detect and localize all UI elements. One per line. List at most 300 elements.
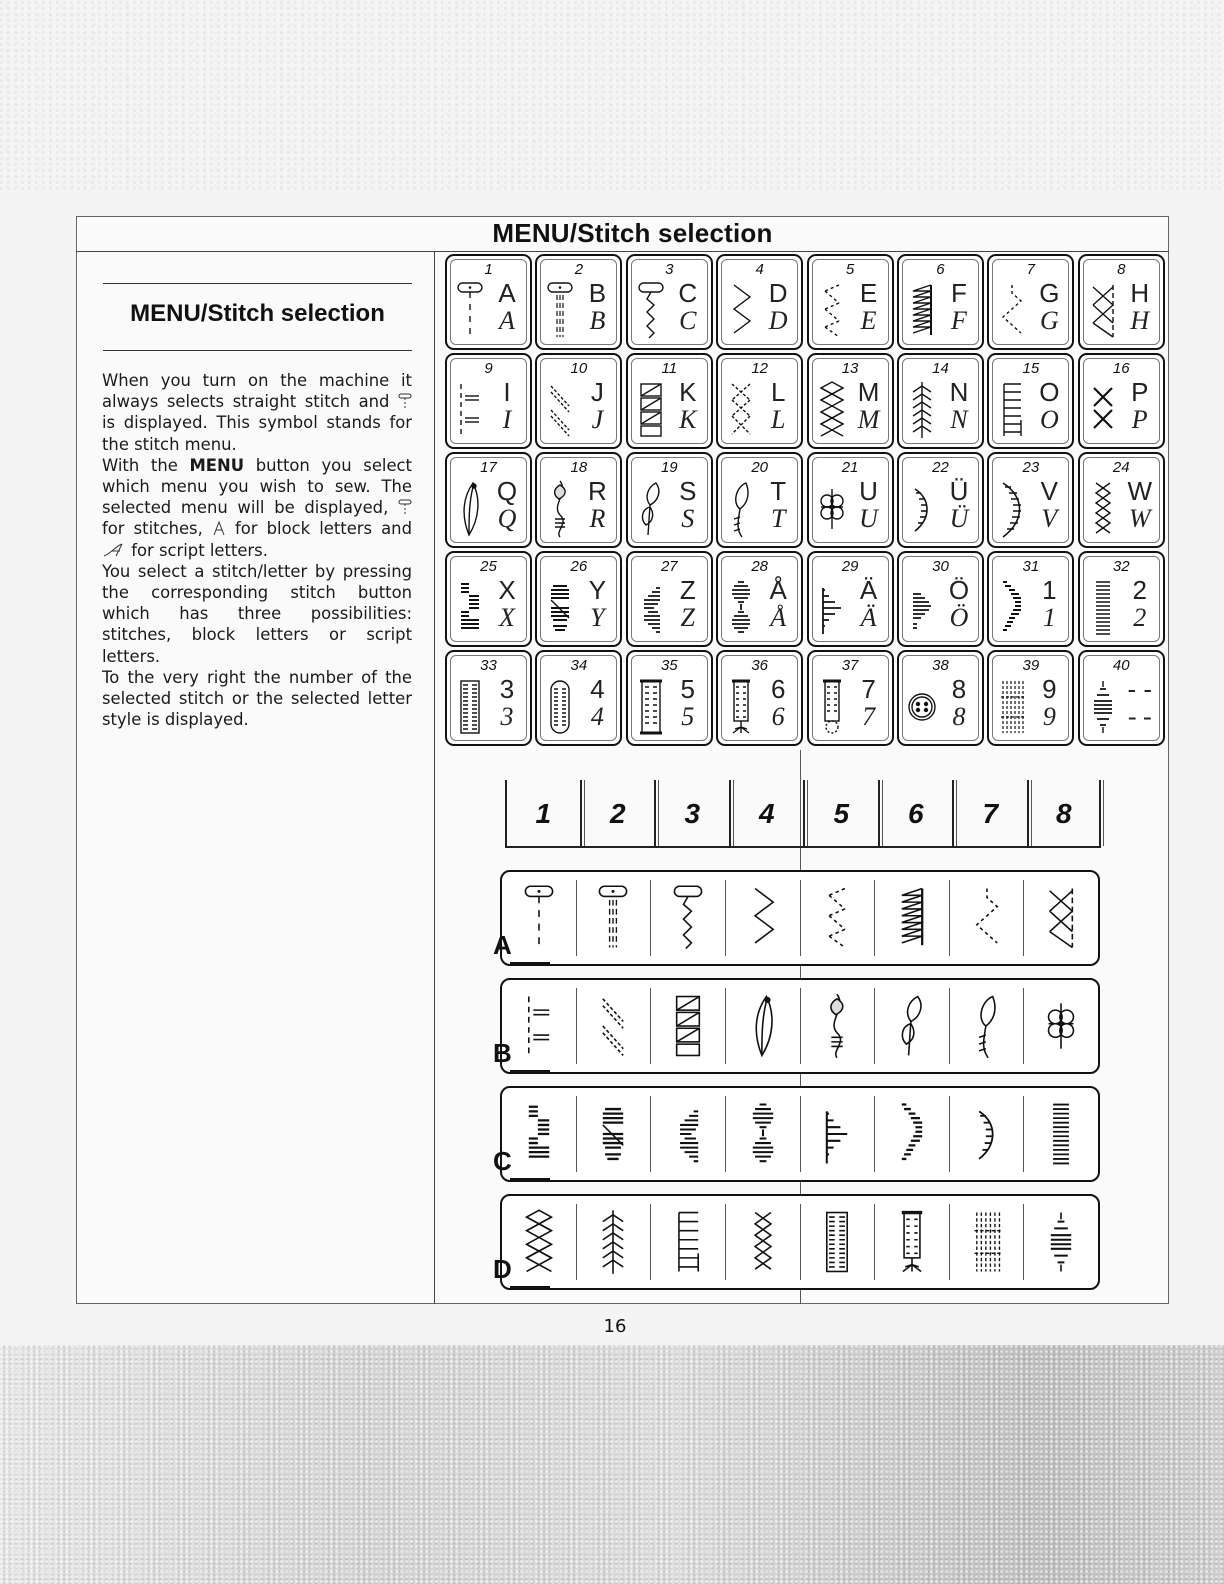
- crescent-icon: [907, 478, 937, 540]
- scan-noise-top: [0, 0, 1224, 190]
- block-letter: E: [859, 278, 878, 308]
- honeycomb-icon: [522, 1207, 556, 1277]
- stitch-button-11[interactable]: [626, 353, 713, 449]
- menu-stitch-slot: [651, 988, 726, 1064]
- p2-part-b: button you select which menu you wish to sew. The selected menu will be displayed,: [102, 455, 412, 518]
- steps-icon: [522, 1099, 556, 1169]
- script-letter: Å: [770, 603, 787, 632]
- straight-stitch-icon: [455, 280, 485, 342]
- body-text: [102, 370, 412, 730]
- block-letter: L: [770, 377, 786, 407]
- script-letter: G: [1039, 306, 1059, 335]
- stitch-symbol: [1088, 379, 1118, 441]
- hourglass-icon: [671, 1099, 705, 1169]
- menu-stitch-slot: [1024, 880, 1098, 956]
- menu-stitch-slot: [726, 1204, 801, 1280]
- stitch-symbol: [817, 478, 847, 540]
- display-number: 4: [758, 798, 775, 829]
- stitch-button-36[interactable]: [716, 650, 803, 746]
- stitch-button-38[interactable]: [897, 650, 984, 746]
- stitch-symbol: [545, 676, 575, 738]
- block-letter: Ü: [949, 476, 969, 506]
- block-letter: P: [1131, 377, 1149, 407]
- menu-stitch-slot: [502, 1204, 577, 1280]
- stitch-button-12[interactable]: [716, 353, 803, 449]
- block-letter: - -: [1127, 674, 1152, 704]
- three-step-zigzag-icon: [817, 280, 847, 342]
- blind-stitch-icon: [970, 883, 1004, 953]
- clover-icon: [817, 478, 847, 540]
- stitch-number: 26: [570, 558, 588, 575]
- stitch-button-25[interactable]: [445, 551, 532, 647]
- stitch-number: 18: [570, 459, 588, 476]
- block-letter: Ä: [859, 575, 878, 605]
- display-slot-1: [505, 780, 580, 848]
- stitch-number: 24: [1112, 459, 1130, 476]
- paragraph-3: You select a stitch/letter by pressing the corresponding stitch button which has three possibilities: stitches, block letters or script letters.: [102, 561, 412, 666]
- chevron-satin-icon: [895, 1099, 929, 1169]
- block-letter: N: [949, 377, 969, 407]
- circles-icon: [746, 1099, 780, 1169]
- ladder-stitch-icon: [671, 1207, 705, 1277]
- stitch-symbol: [907, 280, 937, 342]
- stitch-number: 9: [484, 360, 493, 377]
- script-letter: W: [1128, 504, 1151, 533]
- block-letter: D: [768, 278, 788, 308]
- stretch-straight-icon: [636, 280, 666, 342]
- stitch-button-39[interactable]: [987, 650, 1074, 746]
- vine-icon: [820, 991, 854, 1061]
- keyhole-icon: [895, 1207, 929, 1277]
- stitch-button-grid: [445, 254, 1162, 748]
- display-slot-6: [878, 780, 953, 848]
- stitch-button-15[interactable]: [987, 353, 1074, 449]
- stitch-symbol: [907, 379, 937, 441]
- stitch-number: 29: [841, 558, 859, 575]
- stitch-button-14[interactable]: [897, 353, 984, 449]
- script-letter: B: [589, 306, 606, 335]
- menu-row-b: [500, 978, 1100, 1074]
- script-letter: F: [951, 306, 967, 335]
- menu-stitch-slot: [950, 988, 1025, 1064]
- hourglass-icon: [636, 577, 666, 639]
- stitch-symbol: [726, 379, 756, 441]
- chevron-satin-icon: [997, 577, 1027, 639]
- crescent-icon: [970, 1099, 1004, 1169]
- block-letter: Y: [588, 575, 607, 605]
- stitch-symbol: [817, 379, 847, 441]
- stitch-symbol: [997, 280, 1027, 342]
- bar-stitch-icon: [522, 991, 556, 1061]
- stitch-symbol: [455, 379, 485, 441]
- stitch-symbol: [455, 478, 485, 540]
- dense-bar-icon: [1044, 1099, 1078, 1169]
- menu-letter-leader: [510, 962, 550, 964]
- menu-letter-a: A: [493, 930, 512, 960]
- stitch-symbol: [636, 676, 666, 738]
- stitch-symbol: [997, 478, 1027, 540]
- menu-stitch-slot: [801, 1096, 876, 1172]
- menu-stitch-slot: [875, 1204, 950, 1280]
- stitch-number: 21: [841, 459, 859, 476]
- stitch-number: 39: [1022, 657, 1040, 674]
- stitch-symbol: [1088, 577, 1118, 639]
- circles-icon: [726, 577, 756, 639]
- stitch-number: 15: [1022, 360, 1040, 377]
- block-letter: Å: [769, 575, 787, 605]
- stitch-symbol: [726, 577, 756, 639]
- bartack-icon: [1088, 676, 1118, 738]
- menu-stitch-slot: [577, 1096, 652, 1172]
- satin-wave-icon: [545, 577, 575, 639]
- menu-stitch-slot: [875, 1096, 950, 1172]
- block-letter: K: [679, 377, 697, 407]
- stitch-button-23[interactable]: [987, 452, 1074, 548]
- stitch-button-7[interactable]: [987, 254, 1074, 350]
- flower-leaf-icon: [636, 478, 666, 540]
- stitch-button-22[interactable]: [897, 452, 984, 548]
- stitch-number: 23: [1022, 459, 1040, 476]
- block-letter: W: [1127, 476, 1152, 506]
- leaf-icon: [455, 478, 485, 540]
- stitch-button-4[interactable]: [716, 254, 803, 350]
- script-letter: 3: [500, 702, 514, 731]
- block-letter: 9: [1042, 674, 1057, 704]
- menu-stitch-slot: [577, 988, 652, 1064]
- script-letter: O: [1039, 405, 1059, 434]
- bar-stitch-icon: [455, 379, 485, 441]
- script-letter: R: [589, 504, 606, 533]
- triple-straight-icon: [545, 280, 575, 342]
- stitch-button-32[interactable]: [1078, 551, 1165, 647]
- display-slot-7: [952, 780, 1027, 848]
- script-letter: M: [857, 405, 880, 434]
- stitch-button-29[interactable]: [807, 551, 894, 647]
- display-slot-3: [654, 780, 729, 848]
- display-slot-8: [1027, 780, 1102, 848]
- feather-stitch-icon: [596, 1207, 630, 1277]
- block-letter-icon: [212, 520, 226, 536]
- stitch-button-9[interactable]: [445, 353, 532, 449]
- script-letter: J: [591, 405, 604, 434]
- block-letter: V: [1040, 476, 1059, 506]
- block-letter: 5: [680, 674, 696, 704]
- stitch-number: 3: [665, 261, 674, 278]
- stitch-number: 7: [1026, 261, 1036, 278]
- menu-stitch-slot: [502, 880, 577, 956]
- stitch-symbol: [817, 676, 847, 738]
- stitch-button-21[interactable]: [807, 452, 894, 548]
- stitch-button-17[interactable]: [445, 452, 532, 548]
- tulip-icon: [970, 991, 1004, 1061]
- menu-stitch-slot: [651, 1096, 726, 1172]
- p2-part-e: for script letters.: [131, 540, 268, 560]
- stitch-number: 40: [1112, 657, 1130, 674]
- script-letter: Ä: [860, 603, 877, 632]
- page-title: MENU/Stitch selection: [492, 218, 773, 248]
- block-letter: B: [588, 278, 607, 308]
- bartack-icon: [1044, 1207, 1078, 1277]
- menu-stitch-slot: [502, 988, 577, 1064]
- menu-stitch-slot: [1024, 1204, 1098, 1280]
- stitch-symbol: [907, 577, 937, 639]
- stitch-number: 19: [660, 459, 678, 476]
- script-letter: - -: [1127, 702, 1152, 731]
- stitch-symbol: [455, 577, 485, 639]
- block-letter: I: [503, 377, 511, 407]
- triangle-icon: [820, 1099, 854, 1169]
- menu-stitch-slot: [651, 880, 726, 956]
- menu-stitch-slot: [875, 988, 950, 1064]
- menu-stitch-slot: [801, 988, 876, 1064]
- stitch-button-33[interactable]: [445, 650, 532, 746]
- stitch-button-16[interactable]: [1078, 353, 1165, 449]
- script-letter: A: [499, 306, 515, 335]
- satin-wave-icon: [596, 1099, 630, 1169]
- stitch-number: 35: [660, 657, 678, 674]
- script-letter: V: [1041, 504, 1058, 533]
- stitch-symbol: [907, 478, 937, 540]
- display-number: 7: [982, 798, 999, 829]
- script-letter: S: [681, 504, 695, 533]
- menu-stitch-slot: [577, 1204, 652, 1280]
- column-divider: [434, 252, 435, 1304]
- block-letter: 2: [1132, 575, 1147, 605]
- cross-stitch-icon: [726, 379, 756, 441]
- script-letter: Z: [680, 603, 696, 632]
- stitch-symbol: [545, 280, 575, 342]
- stitch-number: 4: [755, 261, 764, 278]
- stitch-symbol: [1088, 280, 1118, 342]
- stitch-button-35[interactable]: [626, 650, 713, 746]
- stretch-straight-icon: [671, 883, 705, 953]
- menu-letter-leader: [510, 1178, 550, 1180]
- block-letter: 7: [861, 674, 876, 704]
- stitch-number: 27: [660, 558, 678, 575]
- blind-stitch-icon: [997, 280, 1027, 342]
- darning-icon: [997, 676, 1027, 738]
- block-letter: Ö: [948, 575, 970, 605]
- stitch-button-18[interactable]: [535, 452, 622, 548]
- display-number: 2: [609, 798, 626, 829]
- stitch-symbol: [726, 280, 756, 342]
- menu-row-a: [500, 870, 1100, 966]
- script-letter: N: [950, 405, 968, 434]
- stitch-button-30[interactable]: [897, 551, 984, 647]
- stitch-number: 2: [574, 261, 584, 278]
- block-letter: 6: [770, 674, 786, 704]
- stitch-symbol: [545, 478, 575, 540]
- stitch-symbol: [997, 676, 1027, 738]
- stitch-number: 28: [751, 558, 769, 575]
- stitch-number: 13: [841, 360, 859, 377]
- stitch-button-1[interactable]: [445, 254, 532, 350]
- stitch-number: 31: [1022, 558, 1040, 575]
- leaf-icon: [746, 991, 780, 1061]
- menu-stitch-slot: [875, 880, 950, 956]
- cross-overlock-icon: [1044, 883, 1078, 953]
- script-letter: T: [770, 504, 786, 533]
- display-number: 3: [684, 798, 701, 829]
- overlock-icon: [907, 280, 937, 342]
- menu-keyword: MENU: [189, 455, 245, 475]
- display-slot-4: [729, 780, 804, 848]
- block-letter: A: [498, 278, 516, 308]
- p1-part-a: When you turn on the machine it always selects straight stitch and: [102, 371, 412, 412]
- stitch-number: 34: [570, 657, 588, 674]
- darning-icon: [970, 1207, 1004, 1277]
- menu-stitch-slot: [577, 880, 652, 956]
- stitch-symbol: [726, 478, 756, 540]
- script-letter-icon: [102, 542, 126, 558]
- stitch-button-24[interactable]: [1078, 452, 1165, 548]
- stitch-button-27[interactable]: [626, 551, 713, 647]
- display-slot-2: [580, 780, 655, 848]
- stitch-button-37[interactable]: [807, 650, 894, 746]
- block-letter: M: [857, 377, 880, 407]
- reinforced-buttonhole-icon: [636, 676, 666, 738]
- stitch-number: 8: [1117, 261, 1126, 278]
- arrow-satin-icon: [907, 577, 937, 639]
- stitch-symbol: [455, 676, 485, 738]
- p2-part-d: for block letters and: [235, 519, 412, 539]
- keyhole-icon: [726, 676, 756, 738]
- stitch-symbol: [1088, 676, 1118, 738]
- stitch-number: 32: [1112, 558, 1130, 575]
- overlock-icon: [895, 883, 929, 953]
- ladder-stitch-icon: [997, 379, 1027, 441]
- stitch-button-3[interactable]: [626, 254, 713, 350]
- stitch-symbol: [636, 379, 666, 441]
- stitch-symbol: [997, 577, 1027, 639]
- script-letter: L: [770, 405, 786, 434]
- dense-bar-icon: [1088, 577, 1118, 639]
- stitch-button-40[interactable]: [1078, 650, 1165, 746]
- menu-stitch-slot: [950, 880, 1025, 956]
- script-letter: H: [1130, 306, 1150, 335]
- stitch-button-20[interactable]: [716, 452, 803, 548]
- stitch-number: 12: [751, 360, 769, 377]
- page-number: 16: [603, 1316, 627, 1337]
- script-letter: K: [679, 405, 697, 434]
- stitch-button-34[interactable]: [535, 650, 622, 746]
- stitch-symbol: [636, 280, 666, 342]
- block-letter: 3: [499, 674, 515, 704]
- script-letter: 6: [771, 702, 785, 731]
- display-number: 6: [907, 798, 924, 829]
- triple-straight-icon: [596, 883, 630, 953]
- display-number: 5: [833, 798, 850, 829]
- stitch-number: 38: [932, 657, 949, 674]
- stitch-button-31[interactable]: [987, 551, 1074, 647]
- block-letter: S: [679, 476, 697, 506]
- menu-stitch-slot: [1024, 1096, 1098, 1172]
- stitch-menu-icon: [398, 393, 412, 409]
- buttonhole-icon: [455, 676, 485, 738]
- menu-stitch-slot: [651, 1204, 726, 1280]
- block-letter: Z: [679, 575, 696, 605]
- zigzag-icon: [746, 883, 780, 953]
- menu-letter-d: D: [493, 1254, 512, 1284]
- p2-part-c: for stitches,: [102, 519, 203, 539]
- steps-icon: [455, 577, 485, 639]
- menu-letter-b: B: [493, 1038, 512, 1068]
- stitch-number: 36: [751, 657, 769, 674]
- block-letter: T: [770, 476, 787, 506]
- script-letter: 7: [862, 702, 876, 731]
- chain-cross-icon: [1088, 478, 1118, 540]
- vine-icon: [545, 478, 575, 540]
- diagonal-stitch-icon: [545, 379, 575, 441]
- stitch-button-10[interactable]: [535, 353, 622, 449]
- script-letter: 5: [681, 702, 695, 731]
- display-number: 8: [1055, 798, 1072, 829]
- stitch-number: 33: [480, 657, 497, 674]
- stitch-button-26[interactable]: [535, 551, 622, 647]
- stitch-symbol: [1088, 478, 1118, 540]
- diagonal-stitch-icon: [596, 991, 630, 1061]
- stitch-menu-icon: [398, 499, 412, 515]
- stitch-symbol: [907, 676, 937, 738]
- stitch-symbol: [636, 478, 666, 540]
- rule-bottom: [103, 350, 412, 351]
- stitch-button-6[interactable]: [897, 254, 984, 350]
- menu-stitch-slot: [801, 1204, 876, 1280]
- block-letter: H: [1130, 278, 1150, 308]
- tulip-icon: [726, 478, 756, 540]
- block-letter: U: [859, 476, 878, 506]
- stitch-button-2[interactable]: [535, 254, 622, 350]
- stitch-button-5[interactable]: [807, 254, 894, 350]
- stitch-button-19[interactable]: [626, 452, 713, 548]
- stitch-symbol: [455, 280, 485, 342]
- menu-stitch-slot: [726, 880, 801, 956]
- stitch-symbol: [545, 379, 575, 441]
- eyelet-buttonhole-icon: [817, 676, 847, 738]
- stitch-symbol: [726, 676, 756, 738]
- menu-stitch-slot: [801, 880, 876, 956]
- stitch-number: 37: [841, 657, 859, 674]
- block-letter: C: [678, 278, 698, 308]
- honeycomb-icon: [817, 379, 847, 441]
- stitch-button-28[interactable]: [716, 551, 803, 647]
- script-letter: 9: [1042, 702, 1056, 731]
- menu-letter-leader: [510, 1070, 550, 1072]
- header-bar: [76, 216, 1169, 252]
- clover-icon: [1044, 991, 1078, 1061]
- block-letter: J: [590, 377, 604, 407]
- stitch-number: 14: [932, 360, 949, 377]
- script-letter: I: [502, 405, 512, 434]
- script-letter: Y: [590, 603, 605, 632]
- menu-number-display: [505, 780, 1103, 848]
- stitch-button-13[interactable]: [807, 353, 894, 449]
- rule-top: [103, 283, 412, 284]
- scan-noise-bottom: [0, 1345, 1224, 1584]
- script-letter: 4: [590, 702, 604, 731]
- stitch-button-8[interactable]: [1078, 254, 1165, 350]
- script-letter: D: [768, 306, 788, 335]
- stitch-number: 30: [932, 558, 949, 575]
- block-letter: 4: [590, 674, 605, 704]
- menu-row-c: [500, 1086, 1100, 1182]
- stitch-number: 17: [480, 459, 497, 476]
- block-letter: Q: [496, 476, 518, 506]
- large-crescent-icon: [997, 478, 1027, 540]
- paragraph-4: To the very right the number of the selected stitch or the selected letter style is displayed.: [102, 667, 412, 730]
- menu-letter-c: C: [493, 1146, 512, 1176]
- menu-stitch-slot: [726, 988, 801, 1064]
